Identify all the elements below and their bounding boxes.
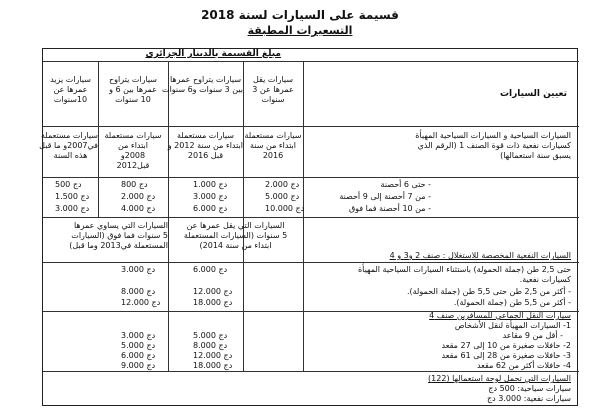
transport-value: 8.000 دج (193, 341, 228, 350)
utility-desc: - أكثر من 5,5 طن (جملة الحمولة). (453, 298, 571, 307)
utility-col-header: السيارات التي يساوي عمرها 5 سنوات فما فوق (السيارات المستعملة في2013 وما قبل) (69, 221, 168, 250)
transport-value: 5.000 دج (193, 331, 228, 340)
tourism-value: 1.000 دج (193, 180, 228, 189)
transport-value: 18.000 دج (193, 361, 233, 370)
tourism-value: 3.000 دج (193, 192, 228, 201)
table-divider (43, 262, 579, 263)
utility-desc: حتى 2,5 طن (جملة الحمولة) باستثناء السيارات السياحية المهيأة (357, 265, 571, 274)
age-col-header: سيارات يتراوح عمرها بين 6 و 10 سنوات (108, 75, 158, 104)
year-col-header: سيارات مستعملة ابتداء من سنة 2016 (244, 131, 302, 160)
tourism-value: 800 دج (121, 180, 148, 189)
year-col-header: سيارات مستعملة في2007و ما قبل هذه السنة (39, 131, 98, 160)
tourism-value: 2.000 دج (265, 180, 300, 189)
transport-value: 12.000 دج (193, 351, 233, 360)
plates-desc: سيارات سياحية: 500 دج (488, 384, 571, 393)
age-col-header: سيارات يزيد عمرها عن 10سنوات (50, 75, 91, 104)
tourism-value: 4.000 دج (121, 204, 156, 213)
utility-value: 8.000 دج (121, 287, 156, 296)
table-divider (303, 217, 304, 371)
transport-value: 3.000 دج (121, 331, 156, 340)
tourism-row-label: - من 10 أحصنة فما فوق (348, 204, 431, 213)
tourism-value: 500 دج (55, 180, 82, 189)
tourism-row-label: - من 7 أحصنة إلى 9 أحصنة (339, 192, 431, 201)
transport-desc: 3- حافلات صغيرة من 28 إلى 61 مقعد (441, 351, 571, 360)
transport-value: 5.000 دج (121, 341, 156, 350)
tourism-value: 10.000 دج (265, 204, 305, 213)
tourism-row-label: - حتى 6 أحصنة (380, 180, 431, 189)
table-divider (43, 371, 579, 372)
transport-value: 6.000 دج (121, 351, 156, 360)
utility-title: السيارات النفعية المخصصة للاستغلال : صنف 2 و3 و 4 (389, 251, 571, 260)
tourism-value: 6.000 دج (193, 204, 228, 213)
utility-col-header: السيارات التي يقل عمرها عن 5 سنوات (السيارات المستعملة ابتداء من سنة 2014) (183, 221, 288, 250)
utility-desc: كسيارات نفعية. (519, 275, 571, 284)
transport-desc: 2- حافلات صغيرة من 10 إلى 27 مقعد (441, 341, 571, 350)
utility-desc: - أكثر من 2,5 طن حتى 5,5 طن (جملة الحمولة). (406, 287, 571, 296)
tourism-value: 5.000 دج (265, 192, 300, 201)
page-subtitle: التسعيرات المطبقة (247, 24, 353, 37)
table-divider (43, 177, 579, 178)
vehicle-id-label: تعيين السيارات (499, 89, 567, 99)
plates-title: السيارات التي تحمل لوحة استعمالها (122) (428, 374, 571, 383)
tourism-value: 3.000 دج (55, 204, 90, 213)
amount-header: مبلغ القسيمة بالدينار الجزائري (145, 49, 281, 59)
table-divider (43, 126, 579, 127)
transport-desc: - أقل من 9 مقاعد (502, 331, 563, 340)
transport-desc: 4- حافلات أكثر من 62 مقعد (476, 361, 571, 370)
utility-value: 12.000 دج (121, 298, 161, 307)
utility-value: 12.000 دج (193, 287, 233, 296)
utility-value: 6.000 دج (193, 265, 228, 274)
transport-title: سيارات النقل الجماعي للمسافرين صنف 4 (429, 311, 571, 320)
utility-value: 3.000 دج (121, 265, 156, 274)
tourism-value: 2.000 دج (121, 192, 156, 201)
transport-desc: 1- السيارات المهيأة لنقل الأشخاص (454, 321, 571, 330)
page-title: قسيمة على السيارات لسنة 2018 (201, 8, 399, 22)
rate-table (39, 48, 578, 406)
utility-value: 18.000 دج (193, 298, 233, 307)
year-col-header: سيارات مستعملة ابتداء من 2008و قبل2012 (104, 131, 162, 170)
table-divider (43, 61, 579, 62)
age-col-header: سيارات يتراوح عمرها بين 3 سنوات و6 سنوات (162, 75, 243, 94)
transport-value: 9.000 دج (121, 361, 156, 370)
tourism-desc: السيارات السياحية و السيارات السياحية المهيأة كسيارات نفعية ذات قوة الصنف 1 (الرقم الذي يسبق سنة استعمالها) (415, 131, 571, 160)
year-col-header: سيارات مستعملة ابتداء من سنة 2012 و قبل 2016 (167, 131, 243, 160)
table-divider (303, 61, 304, 217)
age-col-header: سيارات يقل عمرها عن 3 سنوات (252, 75, 294, 104)
plates-desc: سيارات نفعية: 3.000 دج (487, 394, 571, 403)
table-divider (43, 217, 579, 218)
tourism-value: 1.500 دج (55, 192, 90, 201)
